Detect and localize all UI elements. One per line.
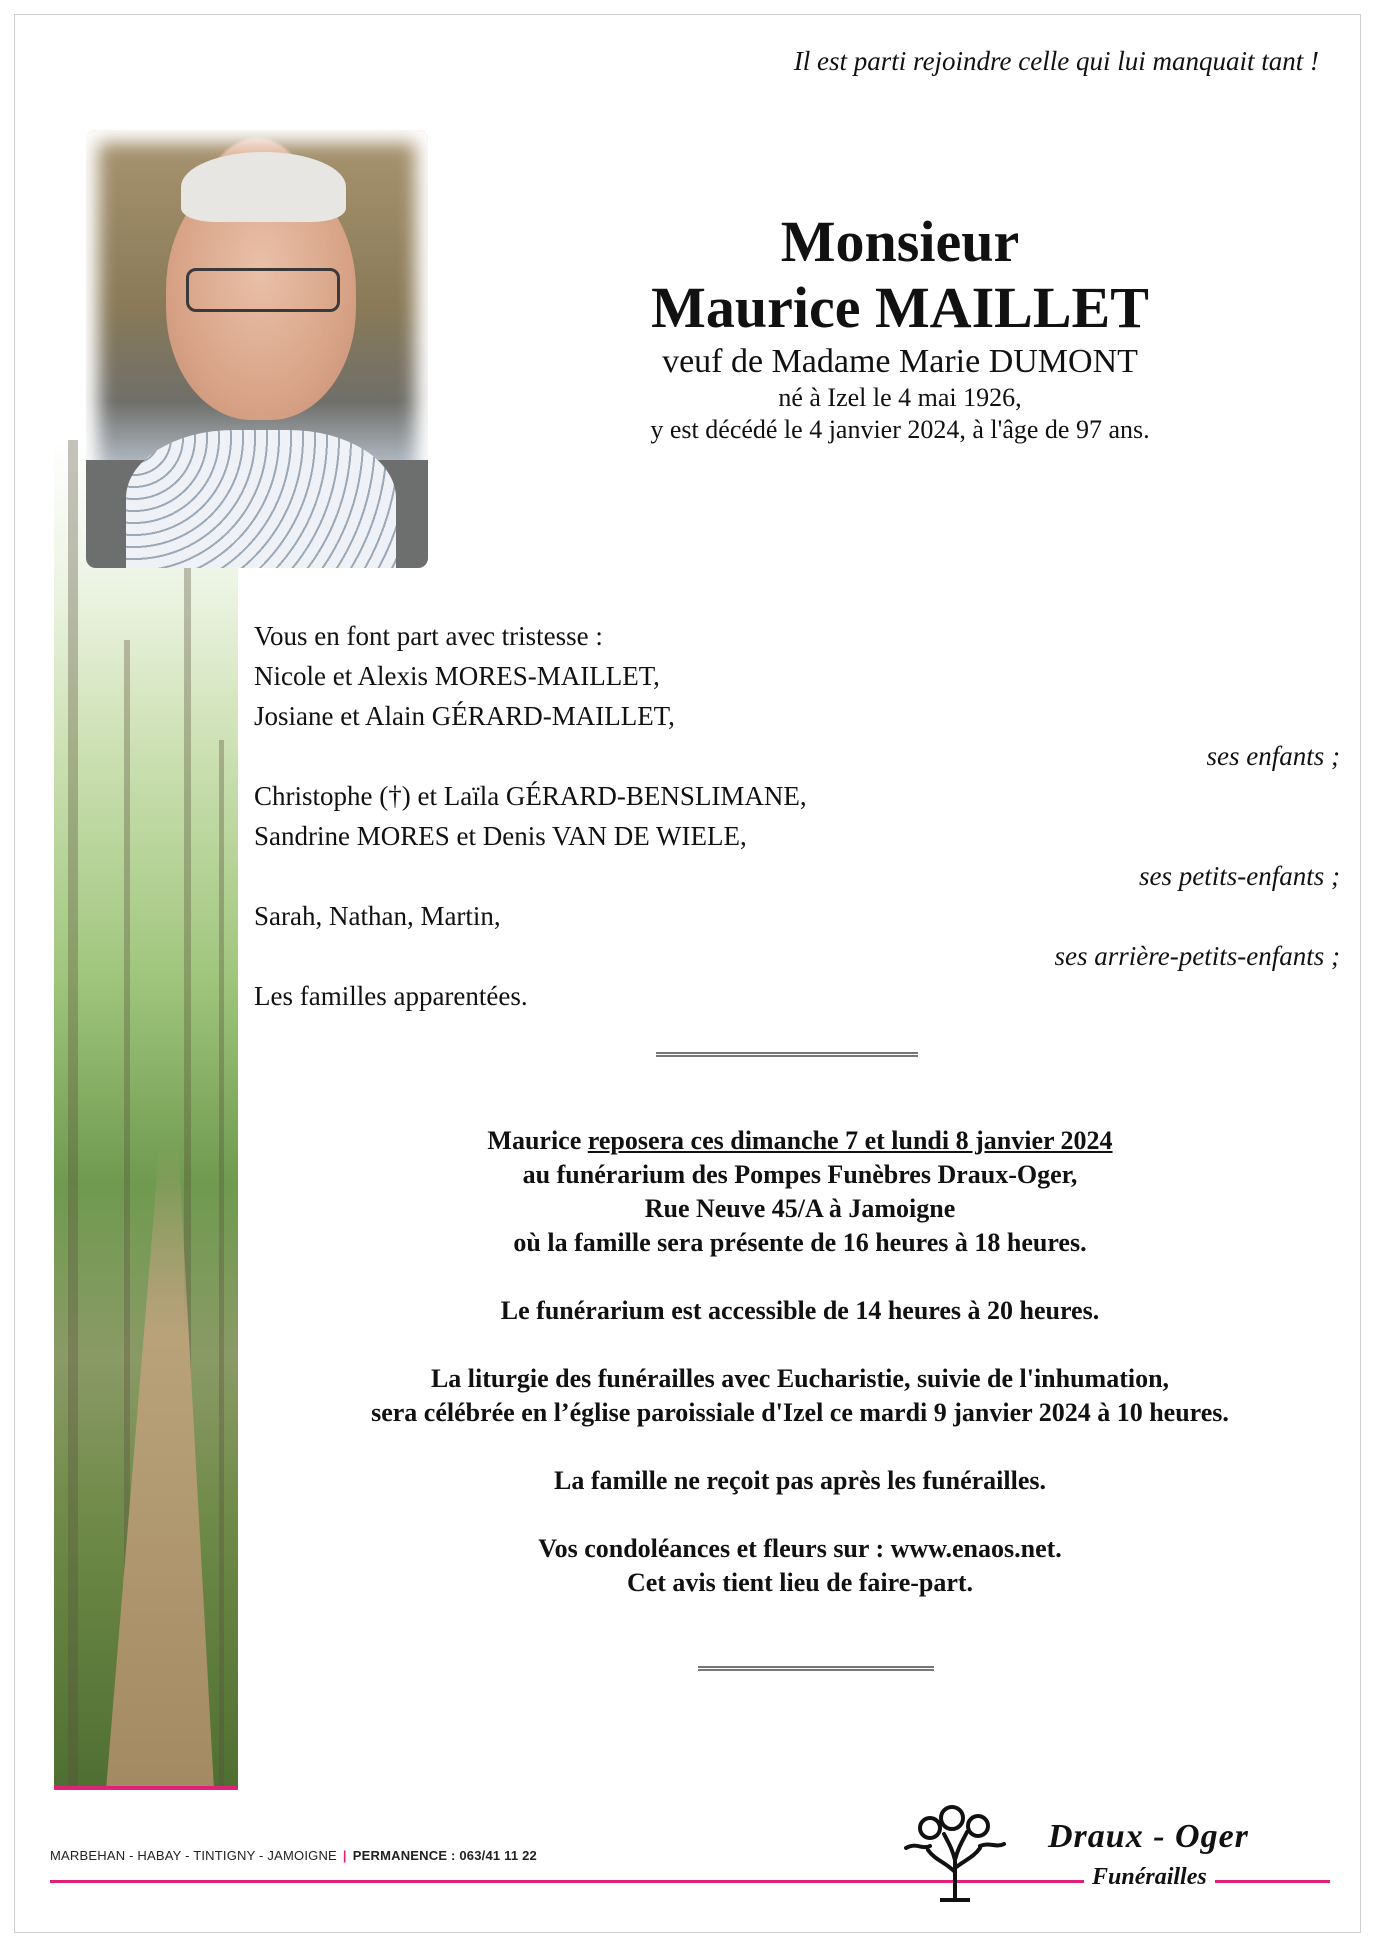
family-intro: Vous en font part avec tristesse :	[254, 621, 603, 651]
relatives-line: Les familles apparentées.	[254, 981, 528, 1011]
footer-contact	[50, 1848, 537, 1863]
deceased-name: Maurice MAILLET	[651, 275, 1149, 340]
brand-name: Draux - Oger	[1048, 1818, 1249, 1855]
condolences-line: Vos condoléances et fleurs sur : www.enaos.net.	[538, 1534, 1062, 1563]
liturgy-block	[260, 1362, 1340, 1430]
epigraph: Il est parti rejoindre celle qui lui manquait tant !	[793, 46, 1319, 76]
great-grandchildren-role: ses arrière-petits-enfants ;	[1054, 941, 1340, 971]
visitation-block	[260, 1124, 1340, 1260]
forest-path	[94, 1140, 214, 1790]
brand-subtitle: Funérailles	[1084, 1864, 1215, 1891]
widow-line: veuf de Madame Marie DUMONT	[662, 343, 1138, 380]
children-role: ses enfants ;	[1206, 741, 1340, 771]
child-entry: Josiane et Alain GÉRARD-MAILLET,	[254, 701, 675, 731]
child-entry: Nicole et Alexis MORES-MAILLET,	[254, 661, 660, 691]
rest-place: au funérarium des Pompes Funèbres Draux-Oger,	[522, 1160, 1078, 1189]
family-list	[254, 616, 1340, 1016]
portrait-photo	[86, 130, 428, 568]
rest-name: Maurice	[487, 1126, 582, 1155]
footer-locations: MARBEHAN - HABAY - TINTIGNY - JAMOIGNE	[50, 1848, 337, 1863]
rest-dates: reposera ces dimanche 7 et lundi 8 janvier 2024	[587, 1126, 1113, 1155]
liturgy-line-2: sera célébrée en l’église paroissiale d'Izel ce mardi 9 janvier 2024 à 10 heures.	[371, 1398, 1229, 1427]
tree-logo-icon	[900, 1802, 1010, 1902]
divider-top	[656, 1052, 918, 1057]
liturgy-line-1: La liturgie des funérailles avec Eucharistie, suivie de l'inhumation,	[430, 1364, 1170, 1393]
faire-part-line: Cet avis tient lieu de faire-part.	[626, 1568, 974, 1597]
grandchildren-role: ses petits-enfants ;	[1139, 861, 1340, 891]
divider-bottom	[698, 1666, 934, 1671]
rest-presence: où la famille sera présente de 16 heures à 18 heures.	[513, 1228, 1087, 1257]
footer-permanence: PERMANENCE : 063/41 11 22	[352, 1848, 537, 1863]
great-grandchild-entry: Sarah, Nathan, Martin,	[254, 901, 501, 931]
death-line: y est décédé le 4 janvier 2024, à l'âge de 97 ans.	[650, 415, 1150, 444]
funeral-notice	[260, 1124, 1340, 1600]
grandchild-entry: Sandrine MORES et Denis VAN DE WIELE,	[254, 821, 747, 851]
grandchild-entry: Christophe (†) et Laïla GÉRARD-BENSLIMANE,	[254, 781, 807, 811]
rest-address: Rue Neuve 45/A à Jamoigne	[644, 1194, 956, 1223]
honorific: Monsieur	[780, 209, 1020, 274]
deceased-heading	[560, 210, 1240, 446]
footer-separator: |	[342, 1848, 347, 1863]
forest-path-image	[54, 440, 238, 1790]
access-line: Le funérarium est accessible de 14 heures à 20 heures.	[500, 1296, 1100, 1325]
birth-line: né à Izel le 4 mai 1926,	[778, 383, 1022, 412]
no-reception-line: La famille ne reçoit pas après les funérailles.	[553, 1466, 1046, 1495]
forest-accent-bar	[54, 1786, 238, 1790]
glasses	[186, 268, 340, 312]
